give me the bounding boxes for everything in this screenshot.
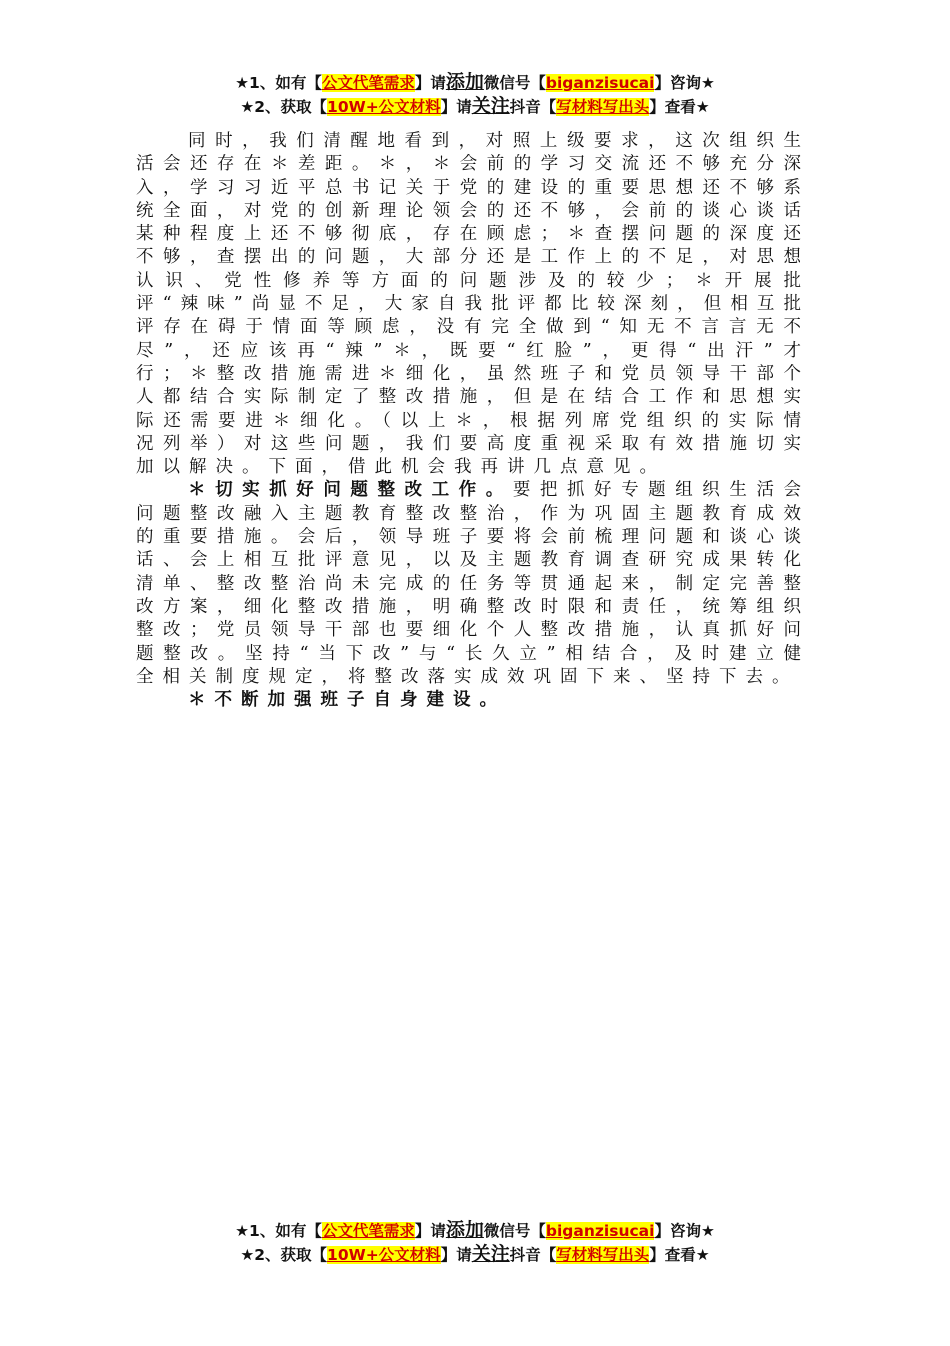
banner-highlight: 公文代笔需求 <box>321 1222 415 1240</box>
paragraph-3 <box>136 689 810 712</box>
paragraph-1: 同时，我们清醒地看到，对照上级要求，这次组织生活会还存在＊差距。＊，＊会前的学习交流还不够充分深入，学习习近平总书记关于党的建设的重要思想还不够系统全面，对党的创新理论领会的还不够，会前的谈心谈话某种程度上还不够彻底，存在顾虑；＊查摆问题的深度还不够，查摆出的问题，大部分还是工作上的不足，对思想认识、党性修养等方面的问题涉及的较少；＊开展批评“辣味”尚显不足，大家自我批评都比较深刻，但相互批评存在碍于情面等顾虑，没有完全做到“知无不言言无不尽”，还应该再“辣”＊，既要“红脸”，更得“出汗”才行；＊整改措施需进＊细化，虽然班子和党员领导干部个人都结合实际制定了整改措施，但是在结合工作和思想实际还需要进＊细化。（以上＊，根据列席党组织的实际情况列举）对这些问题，我们要高度重视采取有效措施切实加以解决。下面，借此机会我再讲几点意见。 <box>136 131 810 478</box>
banner-line-1 <box>0 71 950 95</box>
banner-emphasis: 关注 <box>471 1243 510 1265</box>
banner-text: 】请 <box>414 1222 446 1240</box>
banner-line-1 <box>0 1219 950 1243</box>
banner-text: 】咨询★ <box>654 74 715 92</box>
section-heading: ＊不断加强班子自身建设。 <box>188 690 506 711</box>
banner-text: ★1、如有【 <box>235 1222 322 1240</box>
banner-text: 微信号【 <box>483 1222 546 1240</box>
banner-text: 】查看★ <box>649 98 710 116</box>
banner-highlight: 写材料写出头 <box>556 1246 650 1264</box>
banner-highlight: biganzisucai <box>545 1222 655 1240</box>
banner-text: 抖音【 <box>509 1246 557 1264</box>
banner-emphasis: 关注 <box>471 95 510 117</box>
paragraph-2-body: 要把抓好专题组织生活会问题整改融入主题教育整改整治，作为巩固主题教育成效的重要措施。会后，领导班子要将会前梳理问题和谈心谈话、会上相互批评意见，以及主题教育调查研究成果转化清单、整改整治尚未完成的任务等贯通起来，制定完善整改方案，细化整改措施，明确整改时限和责任，统筹组织整改；党员领导干部也要细化个人整改措施，认真抓好问题整改。坚持“当下改”与“长久立”相结合，及时建立健全相关制度规定，将整改落实成效巩固下来、坚持下去。 <box>136 480 811 687</box>
banner-highlight: 10W+公文材料 <box>327 98 441 116</box>
banner-line-2 <box>0 1243 950 1267</box>
banner-text: 】咨询★ <box>654 1222 715 1240</box>
banner-text: ★2、获取【 <box>240 98 328 116</box>
banner-highlight: 公文代笔需求 <box>321 74 415 92</box>
banner-text: ★1、如有【 <box>235 74 322 92</box>
banner-text: 】请 <box>440 1246 472 1264</box>
footer-banner <box>0 1219 950 1267</box>
banner-text: ★2、获取【 <box>240 1246 328 1264</box>
banner-text: 】请 <box>414 74 446 92</box>
banner-text: 抖音【 <box>509 98 557 116</box>
banner-line-2 <box>0 95 950 119</box>
banner-text: 】请 <box>440 98 472 116</box>
document-body <box>136 130 810 712</box>
paragraph-2 <box>136 479 810 689</box>
section-heading: ＊切实抓好问题整改工作。 <box>188 480 513 501</box>
banner-highlight: 写材料写出头 <box>556 98 650 116</box>
banner-emphasis: 添加 <box>445 71 484 93</box>
banner-highlight: biganzisucai <box>545 74 655 92</box>
banner-emphasis: 添加 <box>445 1219 484 1241</box>
header-banner <box>0 71 950 119</box>
banner-text: 】查看★ <box>649 1246 710 1264</box>
banner-highlight: 10W+公文材料 <box>327 1246 441 1264</box>
banner-text: 微信号【 <box>483 74 546 92</box>
